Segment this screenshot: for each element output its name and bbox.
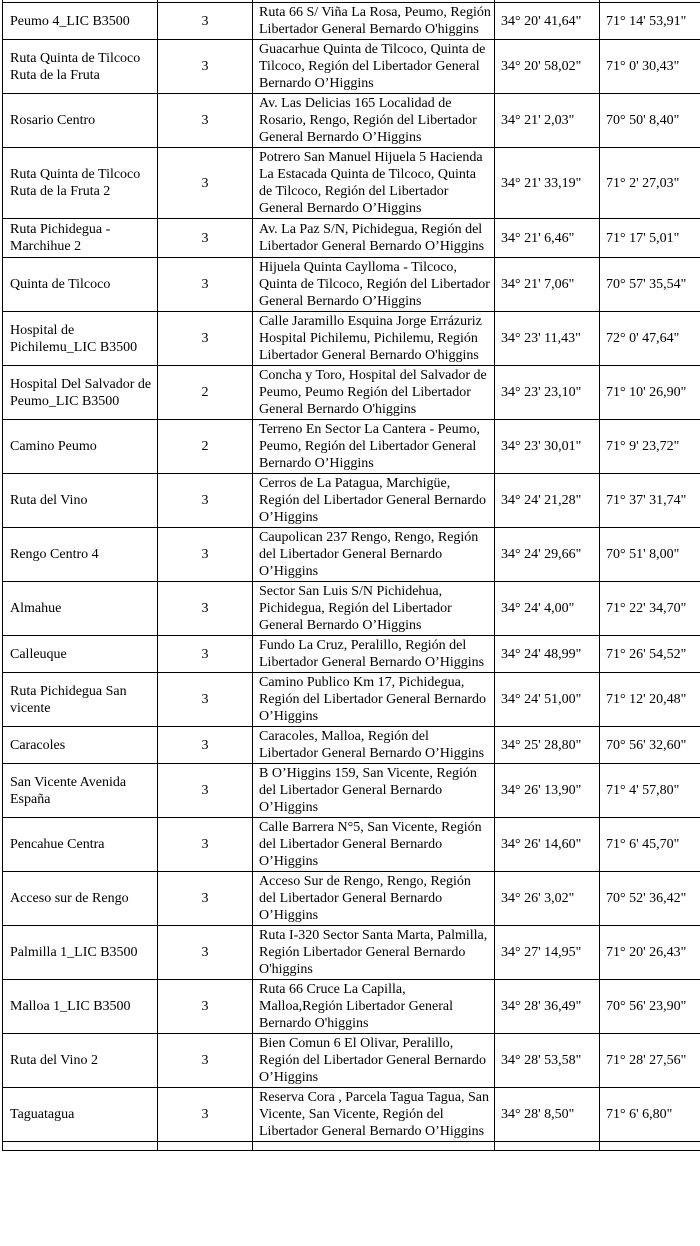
table-row bbox=[3, 636, 700, 673]
locations-table-body bbox=[3, 0, 700, 1151]
table-row bbox=[3, 528, 700, 582]
table-row bbox=[3, 582, 700, 636]
longitude-cell: 70° 50' 8,40" bbox=[600, 94, 700, 148]
table-row bbox=[3, 926, 700, 980]
site-name-cell: Hospital Del Salvador de Peumo_LIC B3500 bbox=[3, 366, 158, 420]
latitude-cell: 34° 21' 33,19" bbox=[495, 148, 600, 219]
address-cell: Calle Barrera N°5, San Vicente, Región del Libertador General Bernardo O’Higgins bbox=[253, 818, 495, 872]
site-name-cell: Caracoles bbox=[3, 727, 158, 764]
count-cell: 3 bbox=[158, 148, 253, 219]
site-name-cell: Ruta del Vino bbox=[3, 474, 158, 528]
site-name-cell: Hospital de Pichilemu_LIC B3500 bbox=[3, 312, 158, 366]
site-name-cell: Peumo 4_LIC B3500 bbox=[3, 3, 158, 40]
table-row bbox=[3, 420, 700, 474]
spacer-cell bbox=[253, 1142, 495, 1151]
latitude-cell: 34° 24' 4,00" bbox=[495, 582, 600, 636]
site-name-cell: Ruta Pichidegua San vicente bbox=[3, 673, 158, 727]
latitude-cell: 34° 21' 7,06" bbox=[495, 258, 600, 312]
count-cell: 2 bbox=[158, 420, 253, 474]
address-cell: Camino Publico Km 17, Pichidegua, Región del Libertador General Bernardo O’Higgins bbox=[253, 673, 495, 727]
spacer-cell bbox=[3, 1142, 158, 1151]
site-name-cell: Rengo Centro 4 bbox=[3, 528, 158, 582]
table-row bbox=[3, 366, 700, 420]
table-row bbox=[3, 258, 700, 312]
address-cell: Potrero San Manuel Hijuela 5 Hacienda La Estacada Quinta de Tilcoco, Quinta de Tilcoco, Región del Libertador General Bernardo O’Higgins bbox=[253, 148, 495, 219]
longitude-cell: 70° 52' 36,42" bbox=[600, 872, 700, 926]
count-cell: 3 bbox=[158, 727, 253, 764]
address-cell: Bien Comun 6 El Olivar, Peralillo, Región del Libertador General Bernardo O’Higgins bbox=[253, 1034, 495, 1088]
count-cell: 3 bbox=[158, 582, 253, 636]
table-row bbox=[3, 40, 700, 94]
table-row bbox=[3, 1088, 700, 1142]
address-cell: Hijuela Quinta Caylloma - Tilcoco, Quinta de Tilcoco, Región del Libertador General Bernardo O’Higgins bbox=[253, 258, 495, 312]
spacer-cell bbox=[495, 1142, 600, 1151]
longitude-cell: 71° 10' 26,90" bbox=[600, 366, 700, 420]
count-cell: 3 bbox=[158, 94, 253, 148]
table-row bbox=[3, 148, 700, 219]
site-name-cell: Ruta Pichidegua - Marchihue 2 bbox=[3, 219, 158, 258]
site-name-cell: San Vicente Avenida España bbox=[3, 764, 158, 818]
table-row bbox=[3, 1034, 700, 1088]
address-cell: Acceso Sur de Rengo, Rengo, Región del Libertador General Bernardo O’Higgins bbox=[253, 872, 495, 926]
address-cell: Ruta I-320 Sector Santa Marta, Palmilla, Región Libertador General Bernardo O'higgins bbox=[253, 926, 495, 980]
count-cell: 3 bbox=[158, 528, 253, 582]
latitude-cell: 34° 24' 51,00" bbox=[495, 673, 600, 727]
latitude-cell: 34° 27' 14,95" bbox=[495, 926, 600, 980]
address-cell: B O’Higgins 159, San Vicente, Región del Libertador General Bernardo O’Higgins bbox=[253, 764, 495, 818]
latitude-cell: 34° 20' 41,64" bbox=[495, 3, 600, 40]
address-cell: Guacarhue Quinta de Tilcoco, Quinta de Tilcoco, Región del Libertador General Bernardo O’Higgins bbox=[253, 40, 495, 94]
longitude-cell: 70° 57' 35,54" bbox=[600, 258, 700, 312]
site-name-cell: Ruta Quinta de Tilcoco Ruta de la Fruta bbox=[3, 40, 158, 94]
address-cell: Concha y Toro, Hospital del Salvador de Peumo, Peumo Región del Libertador General Bernardo O'higgins bbox=[253, 366, 495, 420]
longitude-cell: 70° 51' 8,00" bbox=[600, 528, 700, 582]
longitude-cell: 72° 0' 47,64" bbox=[600, 312, 700, 366]
table-row bbox=[3, 872, 700, 926]
latitude-cell: 34° 25' 28,80" bbox=[495, 727, 600, 764]
count-cell: 3 bbox=[158, 312, 253, 366]
latitude-cell: 34° 23' 30,01" bbox=[495, 420, 600, 474]
table-row bbox=[3, 980, 700, 1034]
count-cell: 3 bbox=[158, 636, 253, 673]
site-name-cell: Ruta del Vino 2 bbox=[3, 1034, 158, 1088]
latitude-cell: 34° 26' 13,90" bbox=[495, 764, 600, 818]
address-cell: Ruta 66 Cruce La Capilla, Malloa,Región Libertador General Bernardo O'higgins bbox=[253, 980, 495, 1034]
site-name-cell: Taguatagua bbox=[3, 1088, 158, 1142]
spacer-cell bbox=[600, 1142, 700, 1151]
count-cell: 3 bbox=[158, 258, 253, 312]
latitude-cell: 34° 23' 11,43" bbox=[495, 312, 600, 366]
longitude-cell: 71° 28' 27,56" bbox=[600, 1034, 700, 1088]
count-cell: 3 bbox=[158, 219, 253, 258]
latitude-cell: 34° 20' 58,02" bbox=[495, 40, 600, 94]
latitude-cell: 34° 28' 53,58" bbox=[495, 1034, 600, 1088]
table-row bbox=[3, 818, 700, 872]
address-cell: Reserva Cora , Parcela Tagua Tagua, San Vicente, San Vicente, Región del Libertador General Bernardo O’Higgins bbox=[253, 1088, 495, 1142]
address-cell: Sector San Luis S/N Pichidehua, Pichidegua, Región del Libertador General Bernardo O’Higgins bbox=[253, 582, 495, 636]
longitude-cell: 71° 12' 20,48" bbox=[600, 673, 700, 727]
longitude-cell: 71° 37' 31,74" bbox=[600, 474, 700, 528]
table-row bbox=[3, 764, 700, 818]
longitude-cell: 71° 22' 34,70" bbox=[600, 582, 700, 636]
count-cell: 3 bbox=[158, 3, 253, 40]
count-cell: 3 bbox=[158, 673, 253, 727]
site-name-cell: Acceso sur de Rengo bbox=[3, 872, 158, 926]
longitude-cell: 70° 56' 32,60" bbox=[600, 727, 700, 764]
table-row bbox=[3, 3, 700, 40]
latitude-cell: 34° 26' 14,60" bbox=[495, 818, 600, 872]
longitude-cell: 71° 17' 5,01" bbox=[600, 219, 700, 258]
latitude-cell: 34° 24' 48,99" bbox=[495, 636, 600, 673]
latitude-cell: 34° 21' 2,03" bbox=[495, 94, 600, 148]
count-cell: 3 bbox=[158, 1088, 253, 1142]
longitude-cell: 70° 56' 23,90" bbox=[600, 980, 700, 1034]
table-row bbox=[3, 94, 700, 148]
latitude-cell: 34° 28' 8,50" bbox=[495, 1088, 600, 1142]
longitude-cell: 71° 9' 23,72" bbox=[600, 420, 700, 474]
latitude-cell: 34° 24' 21,28" bbox=[495, 474, 600, 528]
site-name-cell: Pencahue Centra bbox=[3, 818, 158, 872]
longitude-cell: 71° 20' 26,43" bbox=[600, 926, 700, 980]
latitude-cell: 34° 23' 23,10" bbox=[495, 366, 600, 420]
count-cell: 3 bbox=[158, 872, 253, 926]
address-cell: Caupolican 237 Rengo, Rengo, Región del Libertador General Bernardo O’Higgins bbox=[253, 528, 495, 582]
table-row bbox=[3, 673, 700, 727]
count-cell: 3 bbox=[158, 1034, 253, 1088]
spacer-cell bbox=[158, 1142, 253, 1151]
site-name-cell: Quinta de Tilcoco bbox=[3, 258, 158, 312]
longitude-cell: 71° 26' 54,52" bbox=[600, 636, 700, 673]
count-cell: 3 bbox=[158, 818, 253, 872]
latitude-cell: 34° 26' 3,02" bbox=[495, 872, 600, 926]
address-cell: Ruta 66 S/ Viña La Rosa, Peumo, Región Libertador General Bernardo O'higgins bbox=[253, 3, 495, 40]
latitude-cell: 34° 24' 29,66" bbox=[495, 528, 600, 582]
site-name-cell: Rosario Centro bbox=[3, 94, 158, 148]
address-cell: Cerros de La Patagua, Marchigüe, Región del Libertador General Bernardo O’Higgins bbox=[253, 474, 495, 528]
longitude-cell: 71° 14' 53,91" bbox=[600, 3, 700, 40]
address-cell: Terreno En Sector La Cantera - Peumo, Peumo, Región del Libertador General Bernardo O’Higgins bbox=[253, 420, 495, 474]
address-cell: Caracoles, Malloa, Región del Libertador General Bernardo O’Higgins bbox=[253, 727, 495, 764]
address-cell: Fundo La Cruz, Peralillo, Región del Libertador General Bernardo O’Higgins bbox=[253, 636, 495, 673]
site-name-cell: Calleuque bbox=[3, 636, 158, 673]
table-row bbox=[3, 474, 700, 528]
count-cell: 3 bbox=[158, 40, 253, 94]
longitude-cell: 71° 0' 30,43" bbox=[600, 40, 700, 94]
address-cell: Av. La Paz S/N, Pichidegua, Región del Libertador General Bernardo O’Higgins bbox=[253, 219, 495, 258]
latitude-cell: 34° 21' 6,46" bbox=[495, 219, 600, 258]
clipped-row-bottom bbox=[3, 1142, 700, 1151]
longitude-cell: 71° 4' 57,80" bbox=[600, 764, 700, 818]
locations-table bbox=[2, 0, 700, 1151]
count-cell: 3 bbox=[158, 980, 253, 1034]
latitude-cell: 34° 28' 36,49" bbox=[495, 980, 600, 1034]
count-cell: 2 bbox=[158, 366, 253, 420]
table-row bbox=[3, 219, 700, 258]
site-name-cell: Ruta Quinta de Tilcoco Ruta de la Fruta 2 bbox=[3, 148, 158, 219]
site-name-cell: Almahue bbox=[3, 582, 158, 636]
count-cell: 3 bbox=[158, 764, 253, 818]
longitude-cell: 71° 2' 27,03" bbox=[600, 148, 700, 219]
address-cell: Av. Las Delicias 165 Localidad de Rosario, Rengo, Región del Libertador General Bernardo O’Higgins bbox=[253, 94, 495, 148]
site-name-cell: Palmilla 1_LIC B3500 bbox=[3, 926, 158, 980]
table-row bbox=[3, 312, 700, 366]
site-name-cell: Malloa 1_LIC B3500 bbox=[3, 980, 158, 1034]
address-cell: Calle Jaramillo Esquina Jorge Errázuriz Hospital Pichilemu, Pichilemu, Región Libertador General Bernardo O'higgins bbox=[253, 312, 495, 366]
longitude-cell: 71° 6' 6,80" bbox=[600, 1088, 700, 1142]
table-row bbox=[3, 727, 700, 764]
longitude-cell: 71° 6' 45,70" bbox=[600, 818, 700, 872]
count-cell: 3 bbox=[158, 474, 253, 528]
site-name-cell: Camino Peumo bbox=[3, 420, 158, 474]
count-cell: 3 bbox=[158, 926, 253, 980]
